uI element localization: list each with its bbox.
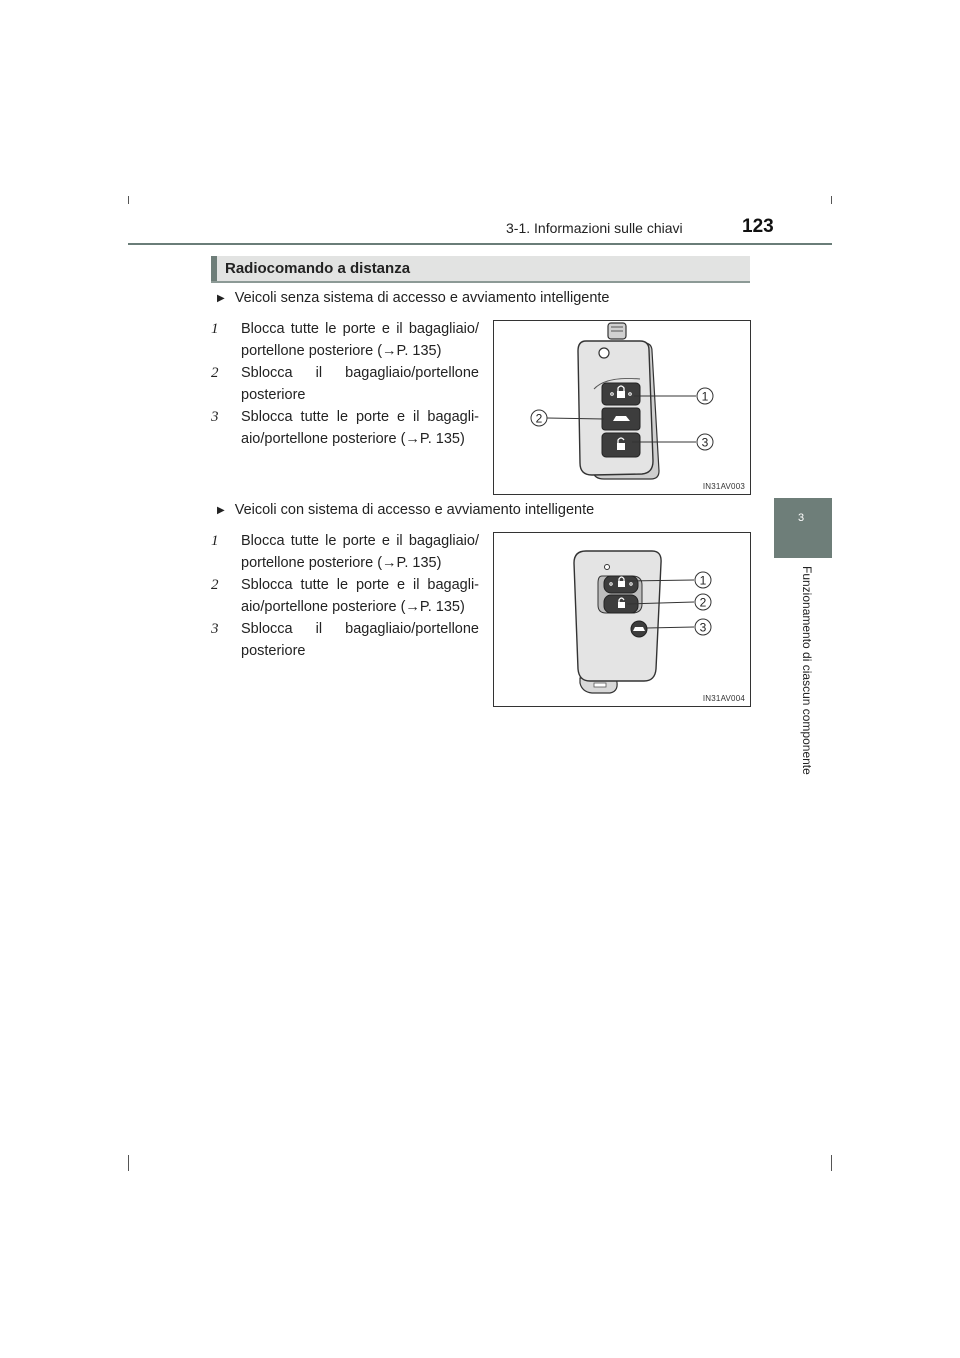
running-header-section: 3-1. Informazioni sulle chiavi — [506, 220, 683, 236]
callout-2: 2 — [699, 595, 707, 610]
callout-labels — [494, 321, 750, 494]
chapter-tab — [774, 498, 832, 558]
item-number: 3 — [211, 621, 219, 637]
figure-smart-key — [493, 532, 751, 707]
chapter-number: 3 — [798, 512, 805, 524]
page-number: 123 — [742, 216, 774, 237]
crop-mark — [831, 1155, 832, 1171]
list-item — [211, 406, 479, 450]
subheading-group1 — [217, 290, 610, 306]
chapter-title-vertical — [800, 566, 816, 792]
section-title: Radiocomando a distanza — [225, 260, 411, 277]
item-number: 1 — [211, 533, 219, 549]
list-item — [211, 530, 479, 574]
chapter-title: Funzionamento di ciascun componente — [800, 566, 814, 775]
list-item — [211, 362, 479, 406]
figure-code: IN31AV004 — [702, 694, 745, 703]
item-text: Sblocca il bagagliaio/portellone posteriore — [241, 365, 479, 403]
callout-1: 1 — [699, 573, 707, 588]
figure-folding-key — [493, 320, 751, 495]
callout-3: 3 — [699, 620, 707, 635]
heading-accent-bar — [211, 256, 217, 281]
list-item — [211, 318, 479, 362]
triangle-bullet-icon: ▶ — [217, 505, 225, 516]
item-text: Sblocca il bagagliaio/portellone posteriore — [241, 621, 479, 659]
crop-mark — [831, 196, 832, 204]
item-text: Blocca tutte le porte e il bagagliaio/ portellone posteriore (→P. 135) — [241, 321, 479, 359]
header-rule — [128, 243, 832, 245]
list-item — [211, 574, 479, 618]
figure-code: IN31AV003 — [702, 482, 745, 491]
item-number: 2 — [211, 365, 219, 381]
callout-1: 1 — [701, 389, 709, 404]
section-heading — [211, 256, 750, 283]
callout-labels — [494, 533, 750, 706]
triangle-bullet-icon: ▶ — [217, 293, 225, 304]
item-text: Blocca tutte le porte e il bagagliaio/ portellone posteriore (→P. 135) — [241, 533, 479, 571]
subheading-text: Veicoli con sistema di accesso e avviamento intelligente — [234, 502, 595, 518]
list-item — [211, 618, 479, 662]
crop-mark — [128, 196, 129, 204]
subheading-text: Veicoli senza sistema di accesso e avviamento intelligente — [234, 290, 610, 306]
item-number: 3 — [211, 409, 219, 425]
callout-3: 3 — [701, 435, 709, 450]
item-text: Sblocca tutte le porte e il bagagli- aio/portellone posteriore (→P. 135) — [241, 409, 479, 447]
item-number: 2 — [211, 577, 219, 593]
subheading-group2 — [217, 502, 594, 518]
item-number: 1 — [211, 321, 219, 337]
callout-2: 2 — [535, 411, 543, 426]
crop-mark — [128, 1155, 129, 1171]
item-text: Sblocca tutte le porte e il bagagli- aio/portellone posteriore (→P. 135) — [241, 577, 479, 615]
